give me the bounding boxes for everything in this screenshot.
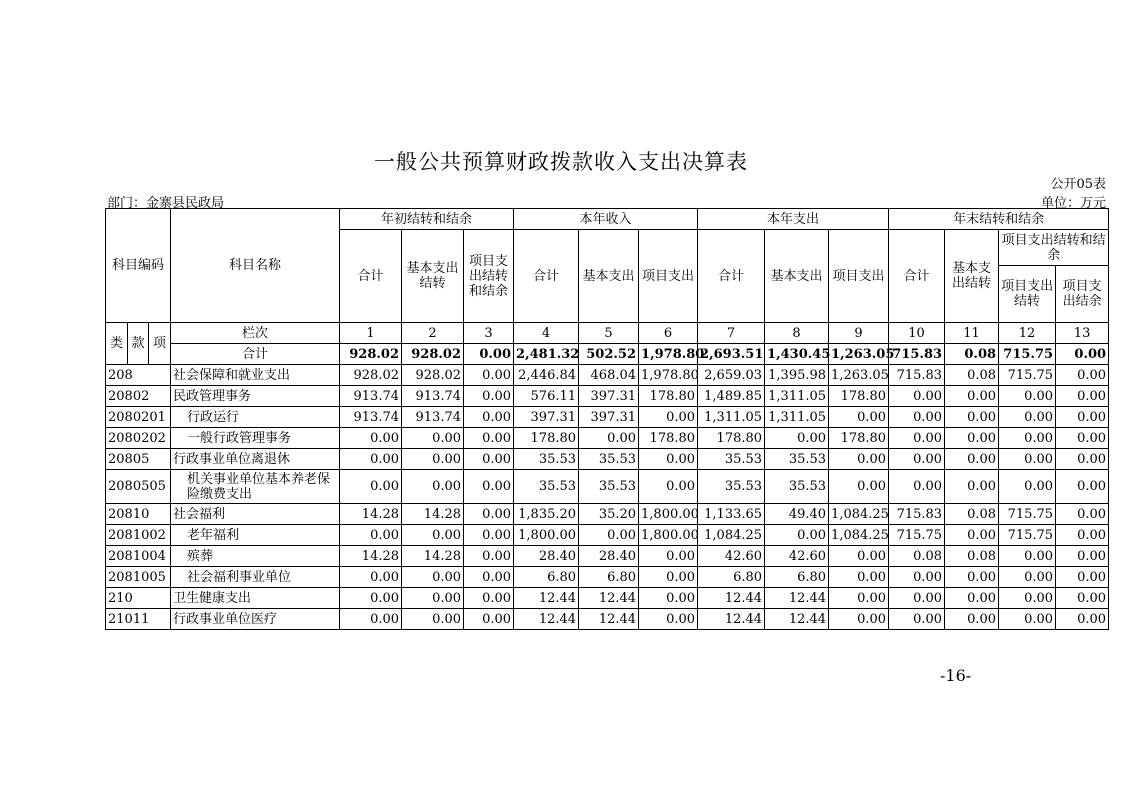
row-code: 2080201 xyxy=(106,407,171,428)
total-cell: 502.52 xyxy=(579,344,639,365)
row-value: 0.00 xyxy=(464,525,514,546)
row-code: 2081005 xyxy=(106,567,171,588)
row-value: 1,311.05 xyxy=(765,407,829,428)
page-number: -16- xyxy=(940,666,972,685)
row-value: 715.75 xyxy=(999,525,1056,546)
row-value: 12.44 xyxy=(698,588,765,609)
unit-label: 单位：万元 xyxy=(1040,196,1106,211)
row-value: 0.00 xyxy=(1056,449,1109,470)
row-value: 0.00 xyxy=(889,567,945,588)
row-value: 0.00 xyxy=(464,504,514,525)
header-col-3: 项目支出结转和结余 xyxy=(464,230,514,323)
row-value: 0.00 xyxy=(402,470,464,504)
row-value: 178.80 xyxy=(639,428,698,449)
column-index: 10 xyxy=(889,323,945,344)
row-value: 2,659.03 xyxy=(698,365,765,386)
table-row xyxy=(106,588,1109,609)
table-row xyxy=(106,407,1109,428)
row-value: 178.80 xyxy=(698,428,765,449)
row-value: 0.00 xyxy=(999,588,1056,609)
row-value: 0.00 xyxy=(402,428,464,449)
row-value: 0.00 xyxy=(464,470,514,504)
row-value: 12.44 xyxy=(765,588,829,609)
total-cell: 715.75 xyxy=(999,344,1056,365)
row-value: 0.00 xyxy=(340,449,402,470)
column-index: 3 xyxy=(464,323,514,344)
row-value: 6.80 xyxy=(698,567,765,588)
row-value: 35.53 xyxy=(514,470,579,504)
budget-table xyxy=(105,208,1109,630)
row-value: 0.00 xyxy=(639,449,698,470)
row-value: 35.20 xyxy=(579,504,639,525)
row-value: 0.00 xyxy=(999,609,1056,630)
row-value: 14.28 xyxy=(402,546,464,567)
row-value: 1,800.00 xyxy=(514,525,579,546)
row-value: 35.53 xyxy=(698,449,765,470)
column-index: 9 xyxy=(829,323,889,344)
header-col-12: 项目支出结转 xyxy=(999,266,1056,323)
row-value: 0.00 xyxy=(464,609,514,630)
total-cell: 1,263.05 xyxy=(829,344,889,365)
row-name: 一般行政管理事务 xyxy=(171,428,340,449)
table-row xyxy=(106,428,1109,449)
column-index: 13 xyxy=(1056,323,1109,344)
row-code: 20810 xyxy=(106,504,171,525)
row-value: 28.40 xyxy=(514,546,579,567)
header-col-11: 基本支出结转 xyxy=(945,230,999,323)
total-cell: 0.00 xyxy=(464,344,514,365)
row-value: 0.00 xyxy=(340,588,402,609)
row-value: 12.44 xyxy=(765,609,829,630)
row-value: 0.00 xyxy=(999,428,1056,449)
row-value: 0.00 xyxy=(999,449,1056,470)
row-value: 0.08 xyxy=(945,504,999,525)
column-index: 11 xyxy=(945,323,999,344)
row-value: 0.00 xyxy=(1056,470,1109,504)
header-col-6: 项目支出 xyxy=(639,230,698,323)
table-row xyxy=(106,365,1109,386)
row-value: 715.83 xyxy=(889,365,945,386)
header-group-project-closing: 项目支出结转和结余 xyxy=(999,230,1109,266)
row-name: 社会保障和就业支出 xyxy=(171,365,340,386)
row-value: 0.00 xyxy=(340,567,402,588)
row-value: 35.53 xyxy=(579,470,639,504)
table-row xyxy=(106,470,1109,504)
row-value: 12.44 xyxy=(698,609,765,630)
row-value: 6.80 xyxy=(765,567,829,588)
row-value: 913.74 xyxy=(340,407,402,428)
row-value: 178.80 xyxy=(514,428,579,449)
row-value: 576.11 xyxy=(514,386,579,407)
column-index: 2 xyxy=(402,323,464,344)
total-cell: 715.83 xyxy=(889,344,945,365)
row-value: 715.83 xyxy=(889,504,945,525)
row-value: 0.00 xyxy=(765,428,829,449)
row-value: 0.00 xyxy=(1056,386,1109,407)
row-name: 卫生健康支出 xyxy=(171,588,340,609)
total-cell: 2,481.32 xyxy=(514,344,579,365)
header-col-9: 项目支出 xyxy=(829,230,889,323)
row-value: 0.00 xyxy=(464,365,514,386)
row-value: 0.00 xyxy=(889,386,945,407)
table-row xyxy=(106,449,1109,470)
row-value: 0.00 xyxy=(639,546,698,567)
total-label: 合计 xyxy=(171,344,340,365)
header-col-10: 合计 xyxy=(889,230,945,323)
row-value: 0.00 xyxy=(889,428,945,449)
row-value: 0.00 xyxy=(829,588,889,609)
row-value: 1,978.80 xyxy=(639,365,698,386)
row-value: 0.00 xyxy=(829,609,889,630)
row-value: 0.00 xyxy=(639,470,698,504)
table-row xyxy=(106,546,1109,567)
table-row xyxy=(106,609,1109,630)
table-row xyxy=(106,386,1109,407)
row-value: 0.00 xyxy=(340,428,402,449)
header-group-expense: 本年支出 xyxy=(698,209,889,230)
row-value: 0.00 xyxy=(402,567,464,588)
row-value: 178.80 xyxy=(639,386,698,407)
row-value: 0.00 xyxy=(1056,567,1109,588)
row-value: 0.00 xyxy=(765,525,829,546)
row-value: 178.80 xyxy=(829,386,889,407)
row-code: 2080202 xyxy=(106,428,171,449)
row-value: 913.74 xyxy=(340,386,402,407)
row-value: 715.75 xyxy=(999,504,1056,525)
table-row xyxy=(106,504,1109,525)
row-value: 35.53 xyxy=(698,470,765,504)
row-name: 社会福利事业单位 xyxy=(171,567,340,588)
header-col-7: 合计 xyxy=(698,230,765,323)
row-value: 0.00 xyxy=(829,407,889,428)
row-value: 0.00 xyxy=(464,407,514,428)
row-value: 1,800.00 xyxy=(639,525,698,546)
row-value: 0.00 xyxy=(340,609,402,630)
row-name: 社会福利 xyxy=(171,504,340,525)
row-value: 397.31 xyxy=(579,386,639,407)
header-lei: 类 xyxy=(106,323,128,365)
row-value: 0.00 xyxy=(464,386,514,407)
row-value: 0.00 xyxy=(999,386,1056,407)
row-code: 2081002 xyxy=(106,525,171,546)
row-value: 0.00 xyxy=(945,449,999,470)
row-value: 397.31 xyxy=(579,407,639,428)
row-value: 0.08 xyxy=(945,546,999,567)
row-code: 21011 xyxy=(106,609,171,630)
column-index: 1 xyxy=(340,323,402,344)
row-value: 42.60 xyxy=(765,546,829,567)
row-value: 35.53 xyxy=(765,470,829,504)
header-xiang: 项 xyxy=(149,323,171,365)
header-group-closing: 年末结转和结余 xyxy=(889,209,1109,230)
header-group-opening: 年初结转和结余 xyxy=(340,209,514,230)
row-value: 0.00 xyxy=(402,609,464,630)
header-col-1: 合计 xyxy=(340,230,402,323)
row-code: 2080505 xyxy=(106,470,171,504)
row-value: 1,311.05 xyxy=(698,407,765,428)
row-value: 14.28 xyxy=(340,504,402,525)
total-cell: 0.08 xyxy=(945,344,999,365)
row-value: 0.00 xyxy=(1056,407,1109,428)
row-value: 397.31 xyxy=(514,407,579,428)
header-kuan: 款 xyxy=(128,323,149,365)
row-code: 208 xyxy=(106,365,171,386)
row-value: 0.00 xyxy=(402,449,464,470)
row-value: 0.00 xyxy=(340,525,402,546)
header-code: 科目编码 xyxy=(106,209,171,323)
row-value: 0.00 xyxy=(1056,609,1109,630)
row-value: 0.00 xyxy=(829,449,889,470)
table-row xyxy=(106,525,1109,546)
row-value: 0.00 xyxy=(579,428,639,449)
row-value: 1,084.25 xyxy=(698,525,765,546)
row-value: 12.44 xyxy=(579,609,639,630)
row-value: 928.02 xyxy=(340,365,402,386)
row-value: 0.00 xyxy=(889,609,945,630)
row-value: 0.00 xyxy=(889,449,945,470)
row-value: 12.44 xyxy=(514,588,579,609)
column-index: 6 xyxy=(639,323,698,344)
row-value: 0.00 xyxy=(1056,588,1109,609)
row-value: 0.00 xyxy=(639,609,698,630)
row-code: 2081004 xyxy=(106,546,171,567)
row-value: 0.00 xyxy=(464,546,514,567)
row-value: 1,395.98 xyxy=(765,365,829,386)
row-value: 0.00 xyxy=(464,449,514,470)
row-value: 1,263.05 xyxy=(829,365,889,386)
row-value: 0.00 xyxy=(945,525,999,546)
row-value: 1,084.25 xyxy=(829,525,889,546)
row-value: 0.00 xyxy=(402,588,464,609)
row-code: 210 xyxy=(106,588,171,609)
row-value: 928.02 xyxy=(402,365,464,386)
row-value: 35.53 xyxy=(765,449,829,470)
row-value: 28.40 xyxy=(579,546,639,567)
row-value: 0.00 xyxy=(945,407,999,428)
row-code: 20802 xyxy=(106,386,171,407)
row-value: 0.08 xyxy=(889,546,945,567)
row-value: 0.00 xyxy=(999,567,1056,588)
row-value: 14.28 xyxy=(402,504,464,525)
row-value: 0.00 xyxy=(945,386,999,407)
row-value: 6.80 xyxy=(579,567,639,588)
row-value: 0.00 xyxy=(340,470,402,504)
row-value: 0.00 xyxy=(889,470,945,504)
row-value: 0.00 xyxy=(945,470,999,504)
row-value: 0.00 xyxy=(1056,504,1109,525)
row-value: 0.00 xyxy=(829,567,889,588)
row-value: 0.00 xyxy=(639,567,698,588)
row-value: 0.08 xyxy=(945,365,999,386)
row-value: 715.75 xyxy=(889,525,945,546)
header-col-13: 项目支出结余 xyxy=(1056,266,1109,323)
header-col-4: 合计 xyxy=(514,230,579,323)
header-col-8: 基本支出 xyxy=(765,230,829,323)
column-index-label: 栏次 xyxy=(171,323,340,344)
table-body xyxy=(106,365,1109,630)
form-number: 公开05表 xyxy=(1050,177,1106,192)
row-value: 0.00 xyxy=(945,609,999,630)
row-value: 2,446.84 xyxy=(514,365,579,386)
row-value: 49.40 xyxy=(765,504,829,525)
header-col-5: 基本支出 xyxy=(579,230,639,323)
row-value: 0.00 xyxy=(829,470,889,504)
row-name: 民政管理事务 xyxy=(171,386,340,407)
row-value: 0.00 xyxy=(1056,546,1109,567)
table-row xyxy=(106,567,1109,588)
total-cell: 0.00 xyxy=(1056,344,1109,365)
row-value: 0.00 xyxy=(889,407,945,428)
row-code: 20805 xyxy=(106,449,171,470)
row-value: 0.00 xyxy=(945,428,999,449)
total-cell: 2,693.51 xyxy=(698,344,765,365)
column-index: 5 xyxy=(579,323,639,344)
row-value: 913.74 xyxy=(402,407,464,428)
row-value: 42.60 xyxy=(698,546,765,567)
row-value: 0.00 xyxy=(464,588,514,609)
row-value: 0.00 xyxy=(829,546,889,567)
row-value: 0.00 xyxy=(1056,428,1109,449)
row-name: 行政运行 xyxy=(171,407,340,428)
header-name: 科目名称 xyxy=(171,209,340,323)
row-name: 老年福利 xyxy=(171,525,340,546)
row-value: 0.00 xyxy=(639,588,698,609)
column-index: 8 xyxy=(765,323,829,344)
row-value: 178.80 xyxy=(829,428,889,449)
row-value: 1,489.85 xyxy=(698,386,765,407)
row-value: 0.00 xyxy=(999,546,1056,567)
row-value: 1,084.25 xyxy=(829,504,889,525)
row-value: 0.00 xyxy=(889,588,945,609)
row-value: 468.04 xyxy=(579,365,639,386)
row-name: 行政事业单位医疗 xyxy=(171,609,340,630)
header-group-income: 本年收入 xyxy=(514,209,698,230)
column-index: 12 xyxy=(999,323,1056,344)
row-value: 0.00 xyxy=(402,525,464,546)
row-value: 1,800.00 xyxy=(639,504,698,525)
header-col-2: 基本支出结转 xyxy=(402,230,464,323)
row-value: 12.44 xyxy=(514,609,579,630)
row-value: 0.00 xyxy=(464,428,514,449)
row-value: 0.00 xyxy=(1056,365,1109,386)
row-value: 715.75 xyxy=(999,365,1056,386)
row-value: 1,133.65 xyxy=(698,504,765,525)
column-index: 7 xyxy=(698,323,765,344)
row-name: 机关事业单位基本养老保险缴费支出 xyxy=(171,470,340,504)
total-cell: 1,978.80 xyxy=(639,344,698,365)
row-value: 1,311.05 xyxy=(765,386,829,407)
row-value: 14.28 xyxy=(340,546,402,567)
column-index: 4 xyxy=(514,323,579,344)
row-value: 0.00 xyxy=(579,525,639,546)
row-value: 35.53 xyxy=(579,449,639,470)
row-value: 0.00 xyxy=(639,407,698,428)
row-value: 0.00 xyxy=(945,588,999,609)
row-value: 0.00 xyxy=(999,407,1056,428)
row-value: 0.00 xyxy=(464,567,514,588)
total-cell: 928.02 xyxy=(402,344,464,365)
report-title: 一般公共预算财政拨款收入支出决算表 xyxy=(374,150,748,174)
row-value: 0.00 xyxy=(999,470,1056,504)
row-value: 12.44 xyxy=(579,588,639,609)
total-cell: 928.02 xyxy=(340,344,402,365)
total-cell: 1,430.45 xyxy=(765,344,829,365)
row-value: 6.80 xyxy=(514,567,579,588)
table-header xyxy=(106,209,1109,365)
row-value: 1,835.20 xyxy=(514,504,579,525)
row-value: 0.00 xyxy=(945,567,999,588)
row-name: 殡葬 xyxy=(171,546,340,567)
department-label: 部门：金寨县民政局 xyxy=(107,196,225,211)
row-value: 913.74 xyxy=(402,386,464,407)
row-value: 35.53 xyxy=(514,449,579,470)
row-name: 行政事业单位离退休 xyxy=(171,449,340,470)
total-row xyxy=(106,344,1109,365)
row-value: 0.00 xyxy=(1056,525,1109,546)
